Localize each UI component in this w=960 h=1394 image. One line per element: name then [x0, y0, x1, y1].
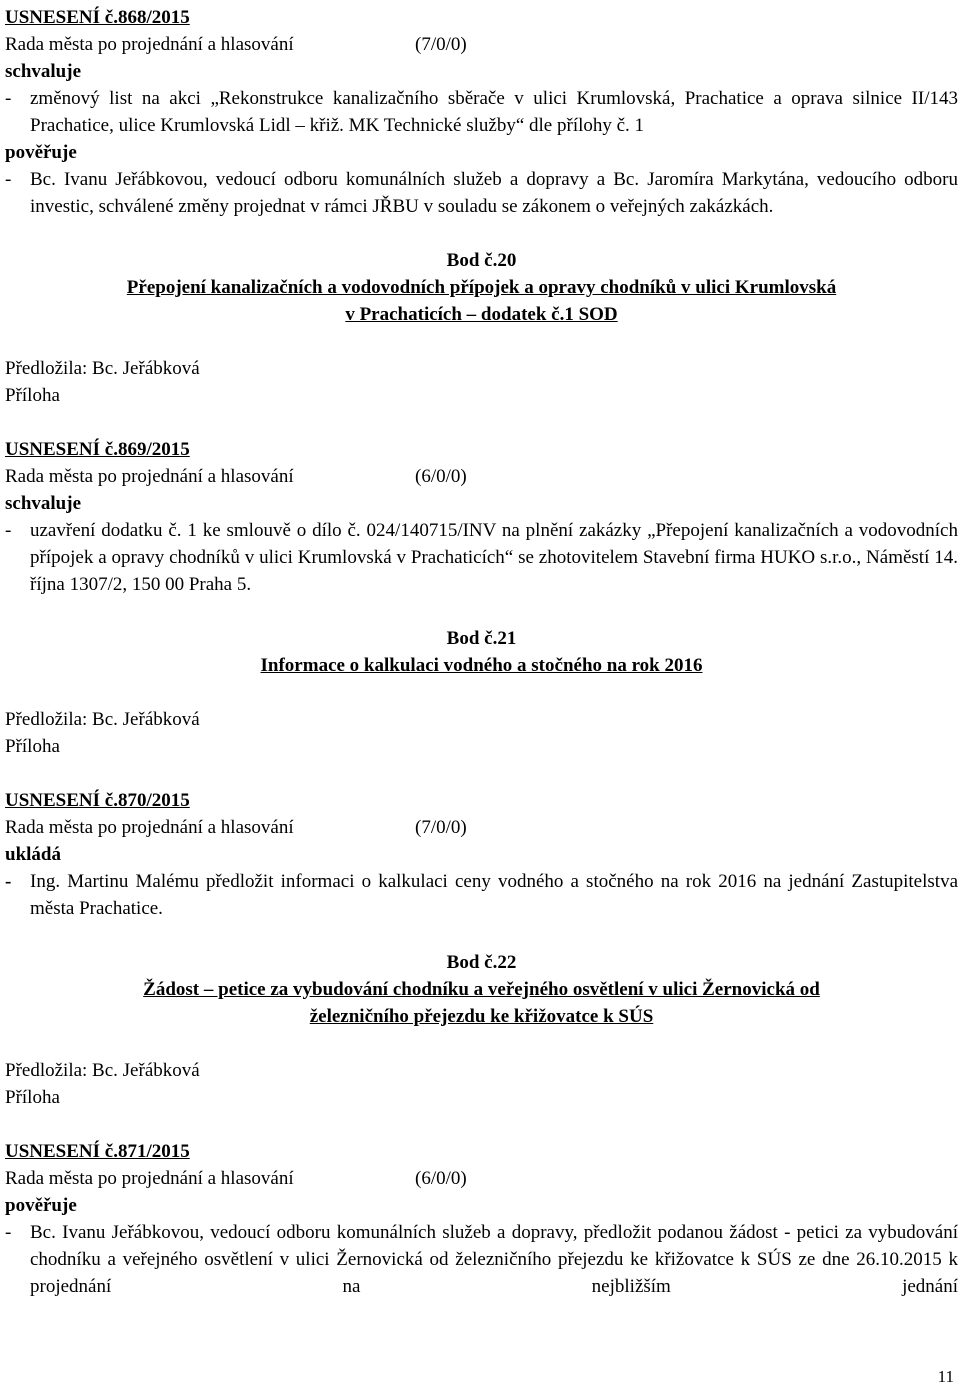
resolution-title: USNESENÍ č.870/2015	[5, 790, 190, 811]
resolution-verb: pověřuje	[5, 142, 77, 163]
vote-result: (7/0/0)	[415, 34, 467, 55]
list-dash: -	[5, 871, 12, 892]
list-item-text: Ing. Martinu Malému předložit informaci o kalkulaci ceny vodného a stočného na rok 2016 na jednání Zastupitelstva města Prachatice.	[30, 871, 958, 919]
list-dash: -	[5, 169, 12, 190]
list-item	[5, 85, 958, 139]
vote-label: Rada města po projednání a hlasování	[5, 466, 294, 487]
resolution-title: USNESENÍ č.869/2015	[5, 439, 190, 460]
vote-line	[5, 814, 958, 841]
vote-label: Rada města po projednání a hlasování	[5, 817, 294, 838]
submitted-by: Předložila: Bc. Jeřábková	[5, 1060, 200, 1081]
submitted-by: Předložila: Bc. Jeřábková	[5, 709, 200, 730]
list-item-text: Bc. Ivanu Jeřábkovou, vedoucí odboru komunálních služeb a dopravy, předložit podanou žádost - petici za vybudování chodníku a veřejného osvětlení v ulici Žernovická od železničního přejezdu ke křižovatce k SÚS ze dne 26.10.2015 k projednání na nejbližším jednání	[30, 1222, 958, 1297]
agenda-item-label: Bod č.20	[446, 250, 517, 271]
vote-line	[5, 463, 958, 490]
list-dash: -	[5, 1222, 12, 1243]
agenda-item-title: v Prachaticích – dodatek č.1 SOD	[345, 304, 618, 325]
list-dash: -	[5, 520, 12, 541]
page-number: 11	[937, 1367, 954, 1386]
list-item-text: změnový list na akci „Rekonstrukce kanalizačního sběrače v ulici Krumlovská, Prachatice a oprava silnice II/143 Prachatice, ulice Krumlovská Lidl – křiž. MK Technické služby“ dle přílohy č. 1	[30, 88, 958, 136]
list-item	[5, 517, 958, 598]
agenda-item-label: Bod č.21	[446, 628, 517, 649]
vote-label: Rada města po projednání a hlasování	[5, 1168, 294, 1189]
list-item	[5, 166, 958, 220]
resolution-title: USNESENÍ č.868/2015	[5, 7, 190, 28]
agenda-item-title: Žádost – petice za vybudování chodníku a veřejného osvětlení v ulici Žernovická od	[143, 979, 820, 1000]
attachment-label: Příloha	[5, 385, 60, 406]
submitted-by: Předložila: Bc. Jeřábková	[5, 358, 200, 379]
agenda-item-label: Bod č.22	[446, 952, 517, 973]
agenda-item-title: Informace o kalkulaci vodného a stočného na rok 2016	[260, 655, 703, 676]
resolution-verb: schvaluje	[5, 61, 81, 82]
vote-line	[5, 31, 958, 58]
vote-line	[5, 1165, 958, 1192]
vote-result: (7/0/0)	[415, 817, 467, 838]
list-item	[5, 868, 958, 922]
resolution-verb: schvaluje	[5, 493, 81, 514]
vote-result: (6/0/0)	[415, 1168, 467, 1189]
list-item	[5, 1219, 958, 1300]
list-item-text: uzavření dodatku č. 1 ke smlouvě o dílo č. 024/140715/INV na plnění zakázky „Přepojení kanalizačních a vodovodních přípojek a opravy chodníků v ulici Krumlovská v Prachaticích“ se zhotovitelem Stavební firma HUKO s.r.o., Náměstí 14. října 1307/2, 150 00 Praha 5.	[30, 520, 958, 595]
agenda-item-title: Přepojení kanalizačních a vodovodních přípojek a opravy chodníků v ulici Krumlovská	[126, 277, 837, 298]
attachment-label: Příloha	[5, 1087, 60, 1108]
list-item-text: Bc. Ivanu Jeřábkovou, vedoucí odboru komunálních služeb a dopravy a Bc. Jaromíra Markytána, vedoucího odboru investic, schválené změny projednat v rámci JŘBU v souladu se zákonem o veřejných zakázkách.	[30, 169, 958, 217]
resolution-verb: pověřuje	[5, 1195, 77, 1216]
agenda-item-title: železničního přejezdu ke křižovatce k SÚS	[309, 1006, 654, 1027]
resolution-title: USNESENÍ č.871/2015	[5, 1141, 190, 1162]
list-dash: -	[5, 88, 12, 109]
vote-label: Rada města po projednání a hlasování	[5, 34, 294, 55]
attachment-label: Příloha	[5, 736, 60, 757]
vote-result: (6/0/0)	[415, 466, 467, 487]
document-page	[5, 4, 958, 1300]
resolution-verb: ukládá	[5, 844, 61, 865]
